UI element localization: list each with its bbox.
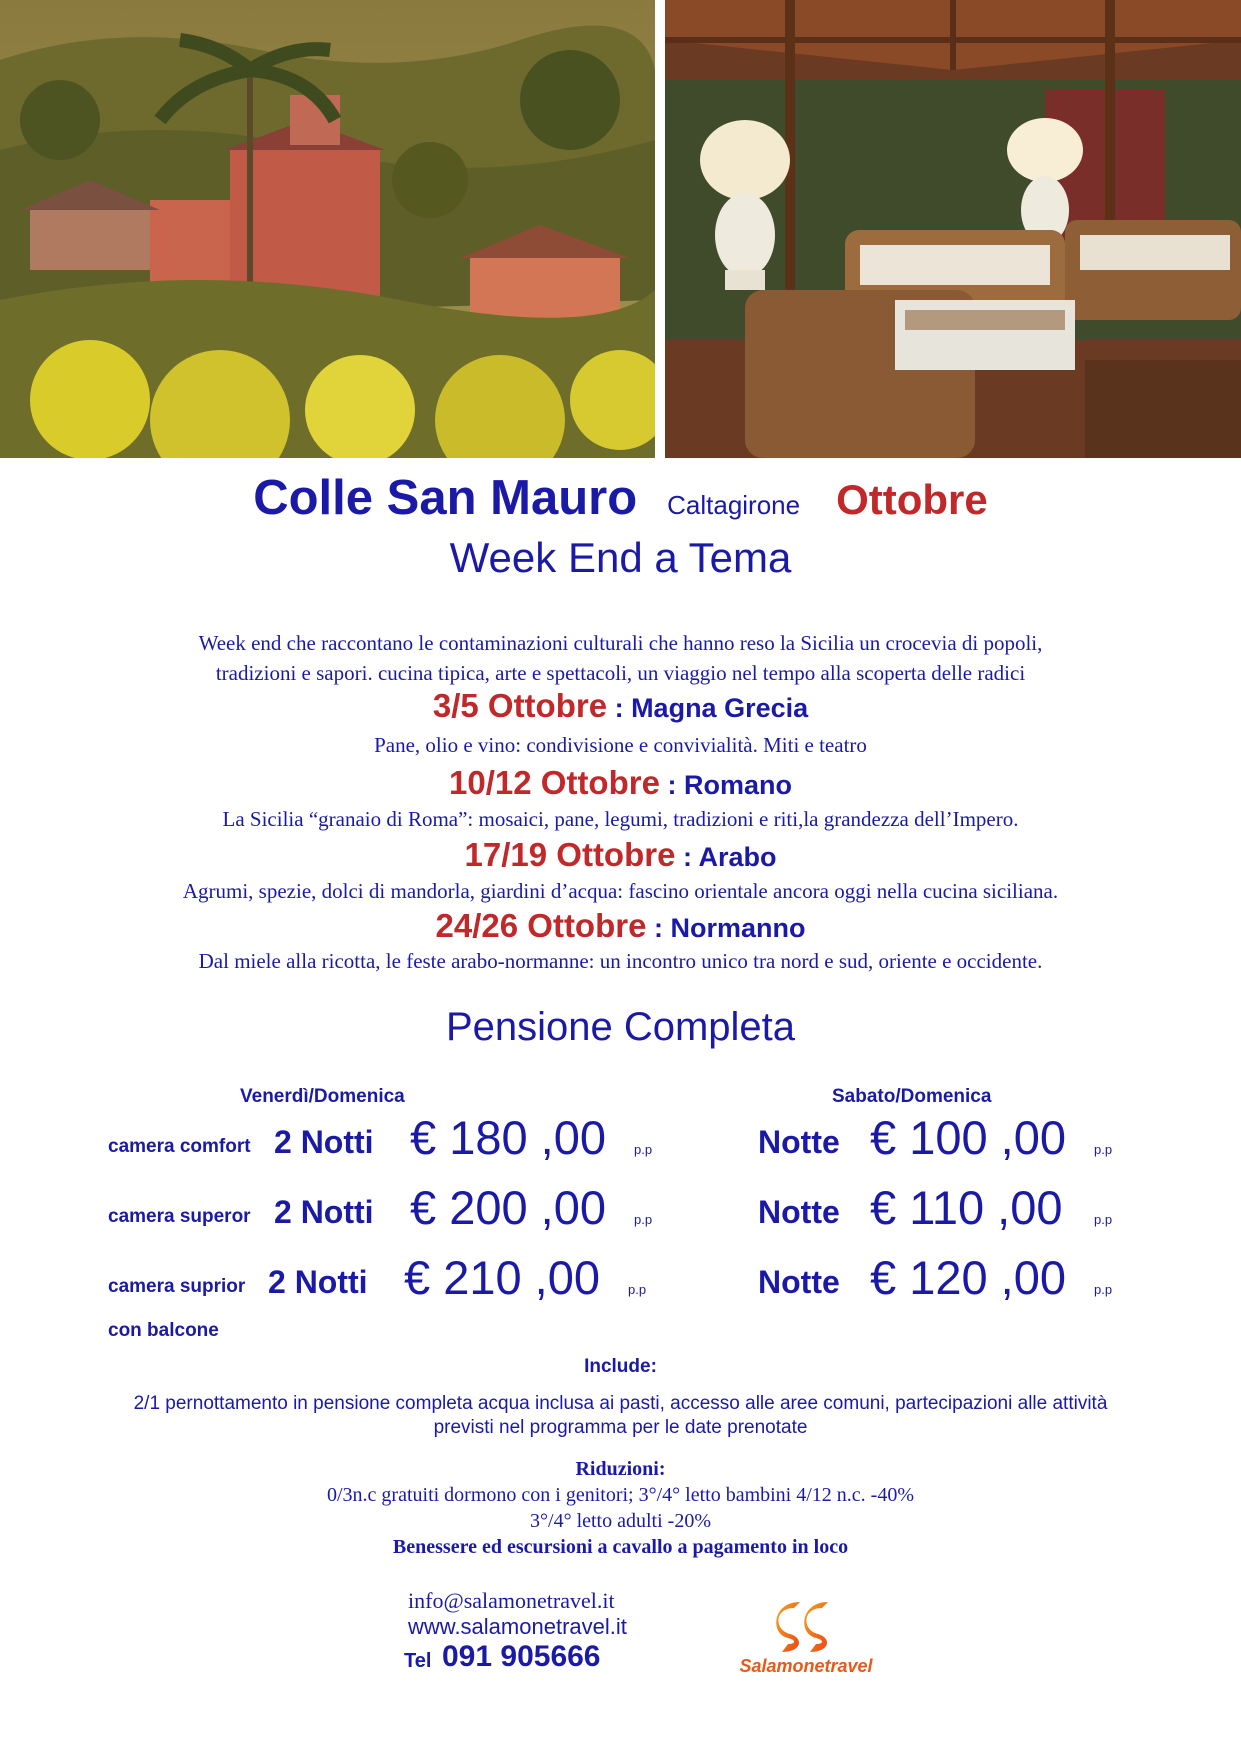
per-person-label: p.p <box>634 1142 653 1157</box>
weekend-1-heading <box>0 687 1241 725</box>
price-right: € 120 ,00 <box>870 1251 1067 1304</box>
nights-label: 2 Notti <box>274 1194 374 1230</box>
balcony-note: con balcone <box>108 1320 219 1341</box>
reductions-line: 0/3n.c gratuiti dormono con i genitori; 3°/4° letto bambini 4/12 n.c. -40% <box>326 1484 914 1506</box>
board-title: Pensione Completa <box>445 1005 796 1049</box>
intro-line: Week end che raccontano le contaminazioni culturali che hanno reso la Sicilia un crocevia di popoli, <box>198 631 1043 655</box>
weekend-separator: : <box>646 913 671 943</box>
price-right: € 100 ,00 <box>870 1111 1067 1164</box>
price-left: € 180 ,00 <box>410 1111 607 1164</box>
room-type: camera superor <box>108 1206 251 1227</box>
weekend-3-description: Agrumi, spezie, dolci di mandorla, giardini d’acqua: fascino orientale ancora oggi nella cucina siciliana. <box>182 879 1059 903</box>
logo-text: Salamonetravel <box>739 1656 873 1676</box>
villa-photo <box>0 0 655 458</box>
price-left: € 200 ,00 <box>410 1181 607 1234</box>
weekend-2-description: La Sicilia “granaio di Roma”: mosaici, pane, legumi, tradizioni e riti,la grandezza dell’Impero. <box>222 807 1019 831</box>
month-label: Ottobre <box>836 476 988 523</box>
per-person-label: p.p <box>1094 1142 1113 1157</box>
weekend-theme: Arabo <box>698 842 777 872</box>
intro-line: tradizioni e sapori. cucina tipica, arte e spettacoli, un viaggio nel tempo alla scoperta delle radici <box>215 661 1026 685</box>
lounge-photo <box>665 0 1241 458</box>
per-person-label: p.p <box>634 1212 653 1227</box>
contact-website: www.salamonetravel.it <box>408 1614 627 1639</box>
room-type: camera comfort <box>108 1136 251 1157</box>
price-right: € 110 ,00 <box>870 1181 1063 1234</box>
weekend-dates: 24/26 Ottobre <box>435 907 647 944</box>
night-label: Notte <box>758 1194 840 1230</box>
reductions-note: Benessere ed escursioni a cavallo a pagamento in loco <box>392 1536 849 1558</box>
weekend-4-heading <box>0 907 1241 945</box>
column-header-left: Venerdì/Domenica <box>240 1086 405 1107</box>
subtitle: Week End a Tema <box>449 534 792 581</box>
price-left: € 210 ,00 <box>404 1251 601 1304</box>
reductions-line: 3°/4° letto adulti -20% <box>530 1510 711 1532</box>
contact-email: info@salamonetravel.it <box>408 1588 615 1613</box>
tel-label: Tel <box>404 1650 432 1672</box>
weekend-1-description: Pane, olio e vino: condivisione e convivialità. Miti e teatro <box>374 733 867 757</box>
title-row <box>0 470 1241 526</box>
nights-label: 2 Notti <box>274 1124 374 1160</box>
includes-text: 2/1 pernottamento in pensione completa acqua inclusa ai pasti, accesso alle aree comuni, partecipazioni alle attività previsti nel programma per le date prenotate <box>133 1393 1108 1438</box>
weekend-3-heading <box>0 836 1241 874</box>
reductions-title: Riduzioni: <box>575 1458 666 1480</box>
intro-text <box>0 628 1241 688</box>
weekend-2-heading <box>0 764 1241 802</box>
weekend-theme: Romano <box>683 770 792 800</box>
night-label: Notte <box>758 1124 840 1160</box>
salamone-logo-icon <box>716 1588 896 1698</box>
city-name: Caltagirone <box>667 490 801 520</box>
per-person-label: p.p <box>628 1282 647 1297</box>
includes-title: Include: <box>584 1356 657 1377</box>
weekend-dates: 3/5 Ottobre <box>432 687 608 724</box>
column-header-right: Sabato/Domenica <box>832 1086 992 1107</box>
weekend-separator: : <box>659 770 684 800</box>
weekend-theme: Normanno <box>670 913 806 943</box>
tel-number: 091 905666 <box>442 1640 601 1673</box>
hotel-name: Colle San Mauro <box>253 471 638 525</box>
weekend-separator: : <box>607 693 632 723</box>
nights-label: 2 Notti <box>268 1264 368 1300</box>
weekend-dates: 10/12 Ottobre <box>449 764 660 801</box>
weekend-dates: 17/19 Ottobre <box>464 836 676 873</box>
per-person-label: p.p <box>1094 1282 1113 1297</box>
per-person-label: p.p <box>1094 1212 1113 1227</box>
weekend-separator: : <box>675 842 699 872</box>
weekend-theme: Magna Grecia <box>631 693 809 723</box>
night-label: Notte <box>758 1264 840 1300</box>
room-type: camera suprior <box>108 1276 246 1297</box>
weekend-4-description: Dal miele alla ricotta, le feste arabo-normanne: un incontro unico tra nord e sud, oriente e occidente. <box>198 949 1043 973</box>
